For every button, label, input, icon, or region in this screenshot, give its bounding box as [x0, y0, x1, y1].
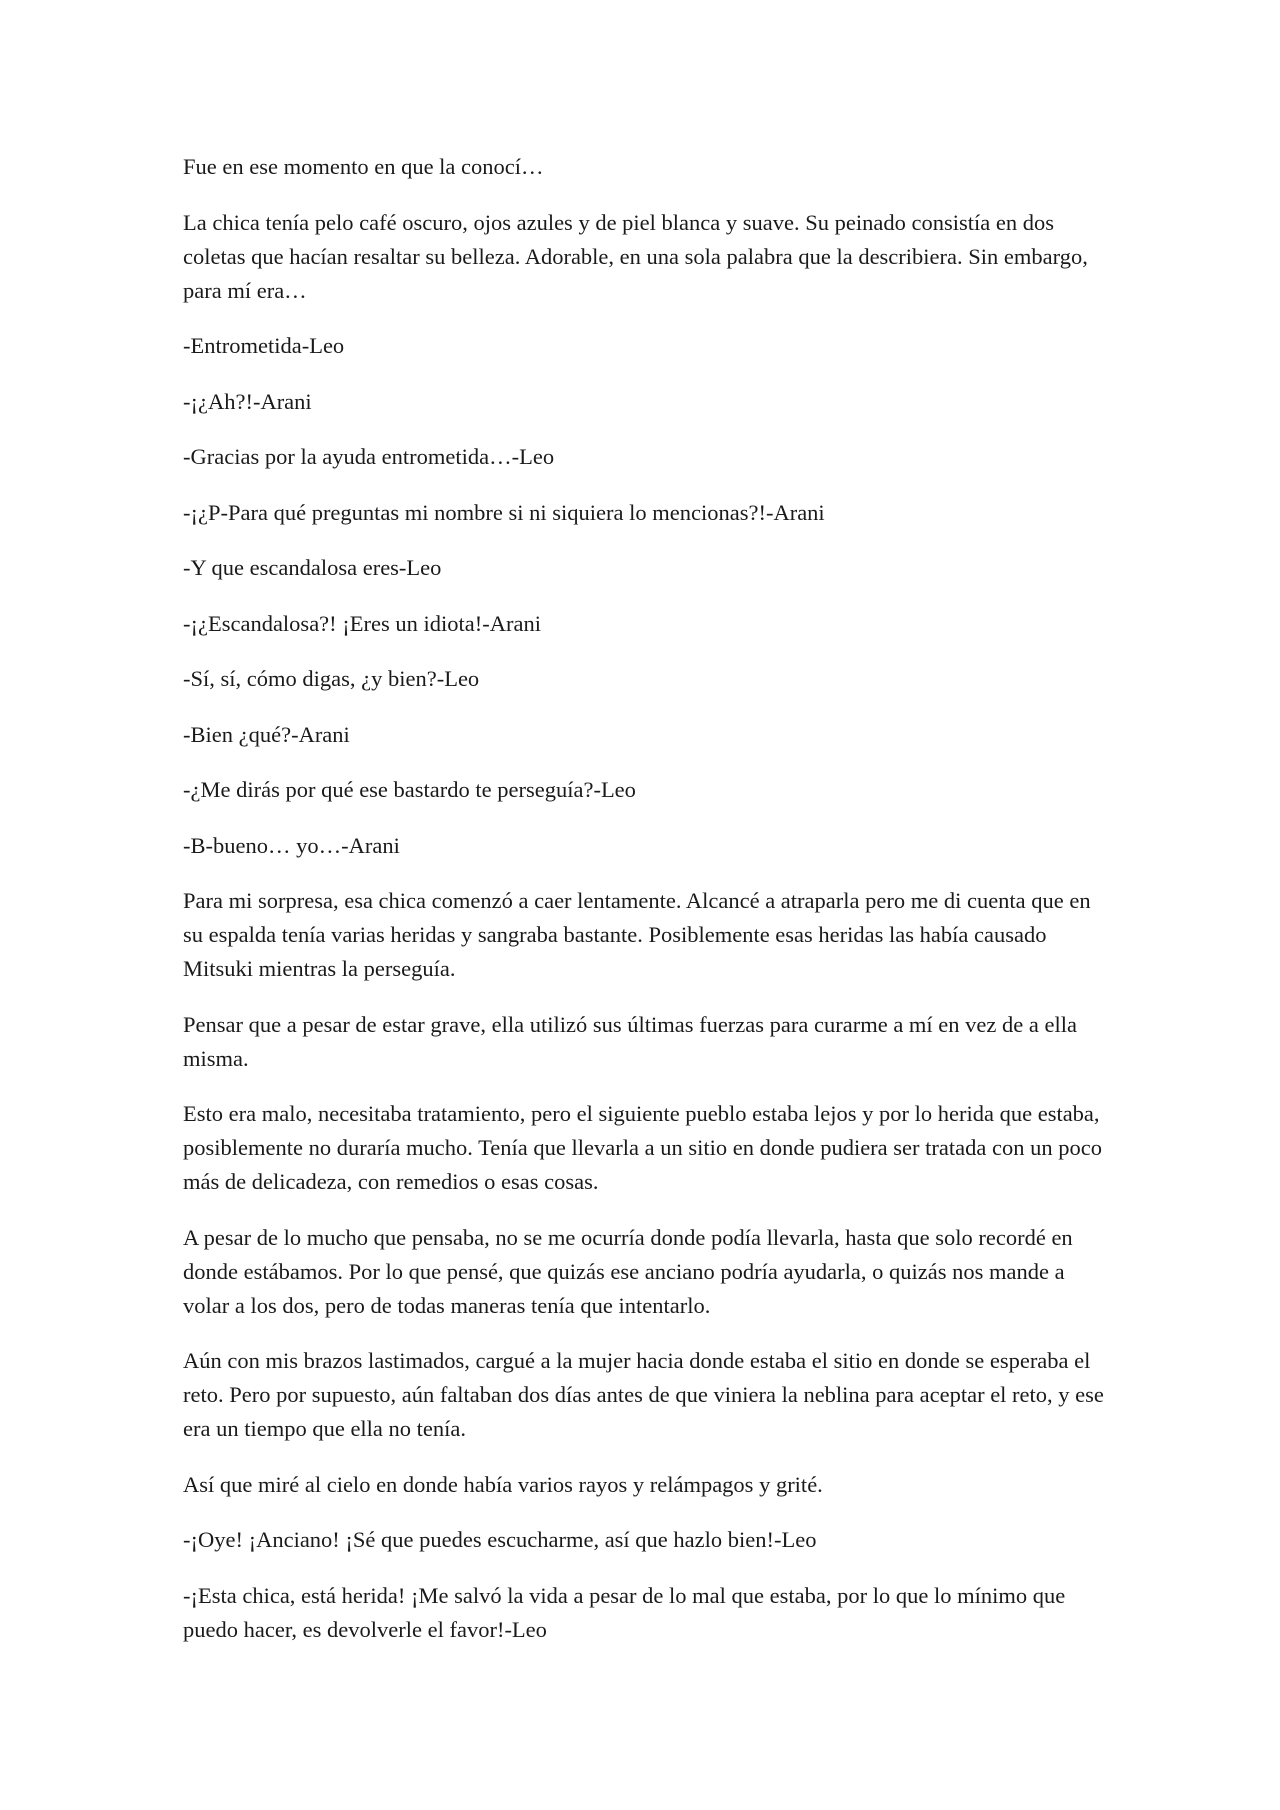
- dialogue-line: -Sí, sí, cómo digas, ¿y bien?-Leo: [183, 666, 480, 691]
- dialogue-line: -Gracias por la ayuda entrometida…-Leo: [183, 444, 555, 469]
- paragraph: Para mi sorpresa, esa chica comenzó a caer lentamente. Alcancé a atraparla pero me di cuenta que en su espalda tenía varias heridas y sangraba bastante. Posiblemente esas heridas las había causado Mitsuki mientras la perseguía.: [183, 888, 1091, 981]
- document-page: [183, 150, 1105, 1668]
- dialogue-line: -¡¿P-Para qué preguntas mi nombre si ni siquiera lo mencionas?!-Arani: [183, 499, 825, 525]
- paragraph: Pensar que a pesar de estar grave, ella utilizó sus últimas fuerzas para curarme a mí en vez de a ella misma.: [183, 1011, 1077, 1071]
- paragraph: La chica tenía pelo café oscuro, ojos azules y de piel blanca y suave. Su peinado consistía en dos coletas que hacían resaltar su belleza. Adorable, en una sola palabra que la describiera. Sin embargo, para mí era…: [183, 209, 1088, 303]
- dialogue-line: -Bien ¿qué?-Arani: [183, 721, 350, 747]
- dialogue-line: -¡Oye! ¡Anciano! ¡Sé que puedes escucharme, así que hazlo bien!-Leo: [183, 1527, 817, 1552]
- dialogue-line: -Y que escandalosa eres-Leo: [183, 555, 442, 580]
- paragraph: A pesar de lo mucho que pensaba, no se me ocurría donde podía llevarla, hasta que solo recordé en donde estábamos. Por lo que pensé, que quizás ese anciano podría ayudarla, o quizás nos mande a volar a los dos, pero de todas maneras tenía que intentarlo.: [183, 1224, 1073, 1318]
- paragraph: Así que miré al cielo en donde había varios rayos y relámpagos y grité.: [183, 1471, 823, 1497]
- dialogue-line: -B-bueno… yo…-Arani: [183, 832, 400, 858]
- dialogue-line: -¡¿Ah?!-Arani: [183, 388, 312, 414]
- paragraph: Esto era malo, necesitaba tratamiento, pero el siguiente pueblo estaba lejos y por lo herida que estaba, posiblemente no duraría mucho. Tenía que llevarla a un sitio en donde pudiera ser tratada con un poco más de delicadeza, con remedios o esas cosas.: [183, 1101, 1102, 1194]
- paragraph: Aún con mis brazos lastimados, cargué a la mujer hacia donde estaba el sitio en donde se esperaba el reto. Pero por supuesto, aún faltaban dos días antes de que viniera la neblina para aceptar el reto, y ese era un tiempo que ella no tenía.: [183, 1348, 1104, 1441]
- dialogue-line: -¡Esta chica, está herida! ¡Me salvó la vida a pesar de lo mal que estaba, por lo que lo mínimo que puedo hacer, es devolverle el favor!-Leo: [183, 1582, 1066, 1642]
- dialogue-line: -¡¿Escandalosa?! ¡Eres un idiota!-Arani: [183, 610, 541, 636]
- dialogue-line: -Entrometida-Leo: [183, 333, 345, 358]
- paragraph: Fue en ese momento en que la conocí…: [183, 154, 544, 179]
- dialogue-line: -¿Me dirás por qué ese bastardo te perseguía?-Leo: [183, 777, 636, 802]
